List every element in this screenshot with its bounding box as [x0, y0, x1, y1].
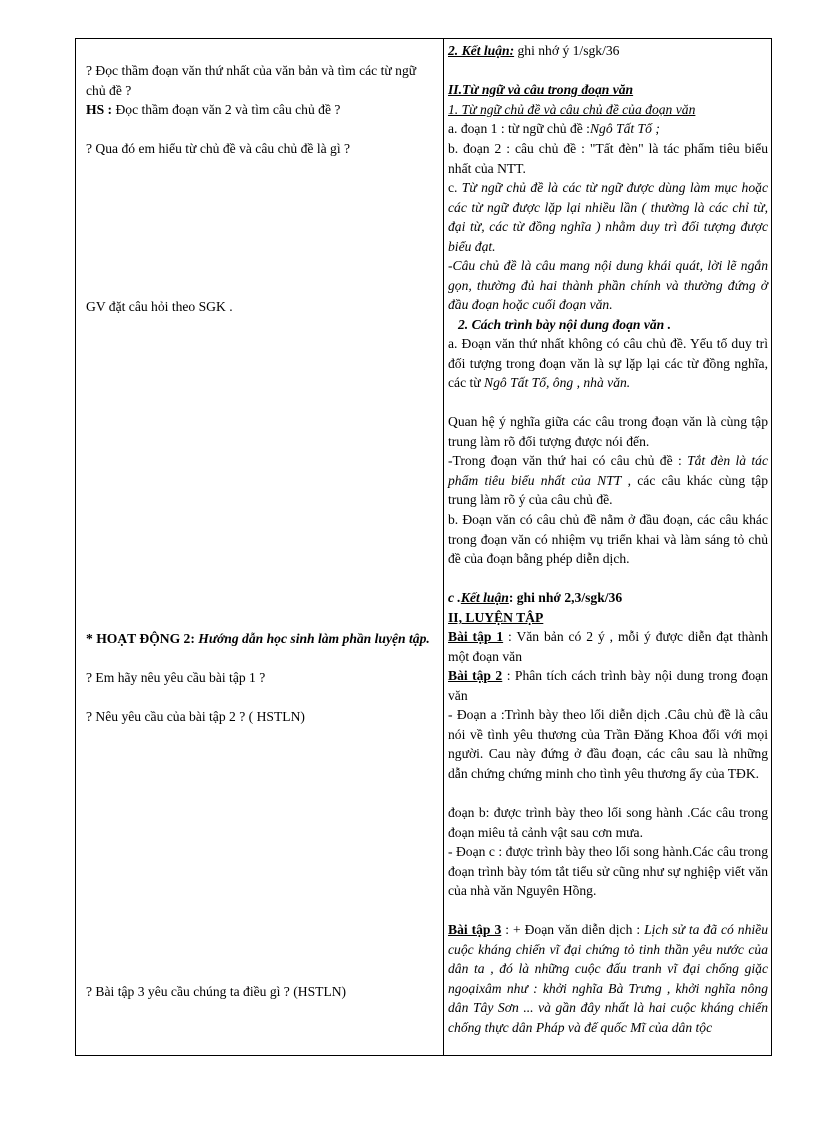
question-definition: ? Qua đó em hiểu từ chủ đề và câu chủ đề là gì ? — [86, 141, 351, 156]
conclusion-2-label: Kết luận — [460, 590, 509, 605]
subheading-topic-words: 1. Từ ngữ chủ đề và câu chủ đề của đoạn văn — [448, 102, 696, 117]
item-c-definition — [448, 178, 768, 256]
conclusion-1-label: 2. Kết luận: — [448, 43, 515, 58]
conclusion-1 — [448, 41, 768, 61]
section-heading-words-sentences: II.Từ ngữ và câu trong đoạn văn — [448, 82, 634, 97]
relation-note: Quan hệ ý nghĩa giữa các câu trong đoạn văn là cùng tập trung làm rõ đối tượng được nói đến. — [448, 414, 768, 449]
second-paragraph-post: , các câu khác cùng tập trung làm rõ ý của câu chủ đề. — [448, 472, 768, 507]
student-task — [86, 100, 436, 120]
subheading-presentation: 2. Cách trình bày nội dung đoạn văn . — [458, 317, 672, 332]
hs-label: HS : — [86, 102, 113, 117]
question-exercise-1: ? Em hãy nêu yêu cầu bài tập 1 ? — [86, 670, 266, 685]
conclusion-2-text: : ghi nhớ 2,3/sgk/36 — [508, 590, 623, 605]
item-a2-italic: Ngô Tất Tố, ông , nhà văn. — [484, 375, 631, 390]
exercise-3-text: Lịch sử ta đã có nhiều cuộc kháng chiến vĩ đại chứng tỏ tinh thần yêu nước của dân ta , đó là những cuộc đấu tranh vĩ đại chống giặc ngoạixâm như : khởi nghĩa Bà Trưng , khởi nghĩa nông dân Tây Sơn ... và gần đây nhất là hai cuộc kháng chiến chống thực dân Pháp và đế quốc Mĩ của dân tộc — [448, 922, 768, 1035]
teacher-note: GV đặt câu hỏi theo SGK . — [86, 299, 233, 314]
second-paragraph-pre: -Trong đoạn văn thứ hai có câu chủ đề : — [448, 453, 688, 468]
activity-2-label: * HOẠT ĐỘNG 2: — [86, 631, 195, 646]
second-paragraph-quote: Tắt đèn là tác phẩm tiêu biểu nhất của NTT — [448, 453, 768, 488]
exercise-2-paragraph-b: đoạn b: được trình bày theo lối song hành .Các câu trong đoạn miêu tả cảnh vật sau cơn mưa. — [448, 805, 768, 840]
conclusion-2 — [448, 588, 768, 608]
exercise-2 — [448, 666, 768, 705]
item-a-author: Ngô Tất Tố ; — [589, 121, 660, 136]
hs-text: Đọc thầm đoạn văn 2 và tìm câu chủ đề ? — [112, 102, 341, 117]
second-paragraph-note — [448, 451, 768, 510]
lesson-plan-table — [75, 38, 772, 1056]
exercise-2-text: : Phân tích cách trình bày nội dung trong đoạn văn — [448, 668, 768, 703]
exercise-2-paragraph-a: - Đoạn a :Trình bày theo lối diễn dịch .Câu chủ đề là câu nói về tình yêu thương của Trần Đăng Khoa đối với mọi người. Cau này đứng ở đầu đoạn, các câu sau là những dẫn chứng chứng minh cho tình yêu thương ấy của TĐK. — [448, 707, 768, 781]
item-a-presentation — [448, 334, 768, 393]
exercise-2-label: Bài tập 2 — [448, 668, 503, 683]
conclusion-2-c: c . — [448, 590, 461, 605]
exercise-3-pre: : + Đoạn văn diễn dịch : — [501, 922, 645, 937]
item-c-label: c. — [448, 180, 462, 195]
section-heading-practice: II, LUYỆN TẬP — [448, 610, 544, 625]
question-exercise-3: ? Bài tập 3 yêu cầu chúng ta điều gì ? (HSTLN) — [86, 984, 347, 999]
activity-2-text: Hướng dẫn học sinh làm phần luyện tập. — [194, 631, 430, 646]
conclusion-1-text: ghi nhớ ý 1/sgk/36 — [514, 43, 620, 58]
item-a2-text: a. Đoạn văn thứ nhất không có câu chủ đề. Yếu tố duy trì đối tượng trong đoạn văn là sự lặp lại các từ đồng nghĩa, các từ — [448, 336, 768, 390]
question-exercise-2: ? Nêu yêu cầu của bài tập 2 ? ( HSTLN) — [86, 709, 305, 724]
exercise-2-paragraph-c: - Đoạn c : được trình bày theo lối song hành.Các câu trong đoạn trình bày tóm tắt tiểu sử cũng như sự nghiệp viết văn của nhà văn Nguyên Hồng. — [448, 844, 768, 898]
item-a-paragraph-1 — [448, 119, 768, 139]
exercise-1-text: : Văn bản có 2 ý , mỗi ý được diễn đạt thành một đoạn văn — [448, 629, 768, 664]
exercise-1 — [448, 627, 768, 666]
item-c-text: Từ ngữ chủ đề là các từ ngữ được dùng làm mục hoặc các từ ngữ được lặp lại nhiều lần ( thường là các chỉ từ, đại từ, các từ đồng nghĩa ) nhằm duy trì đối tượng được biểu đạt. — [448, 180, 768, 254]
topic-sentence-definition: -Câu chủ đề là câu mang nội dung khái quát, lời lẽ ngắn gọn, thường đủ hai thành phần chính và thường đứng ở đầu đoạn hoặc cuối đoạn văn. — [448, 258, 768, 312]
item-b-paragraph-2: b. đoạn 2 : câu chủ đề : "Tất đèn" là tác phẩm tiêu biểu nhất của NTT. — [448, 141, 768, 176]
exercise-3-label: Bài tập 3 — [448, 922, 502, 937]
question-topic-words: ? Đọc thầm đoạn văn thứ nhất của văn bản và tìm các từ ngữ chủ đề ? — [86, 63, 417, 98]
exercise-3 — [448, 920, 768, 1037]
item-a-text: a. đoạn 1 : từ ngữ chủ đề : — [448, 121, 590, 136]
column-divider — [443, 39, 444, 1055]
item-b-presentation: b. Đoạn văn có câu chủ đề nằm ở đầu đoạn, các câu khác trong đoạn văn có nhiệm vụ triển khai và làm sáng tỏ chủ đề của đoạn bằng phép diễn dịch. — [448, 512, 768, 566]
exercise-1-label: Bài tập 1 — [448, 629, 504, 644]
activity-2-heading — [86, 629, 436, 649]
